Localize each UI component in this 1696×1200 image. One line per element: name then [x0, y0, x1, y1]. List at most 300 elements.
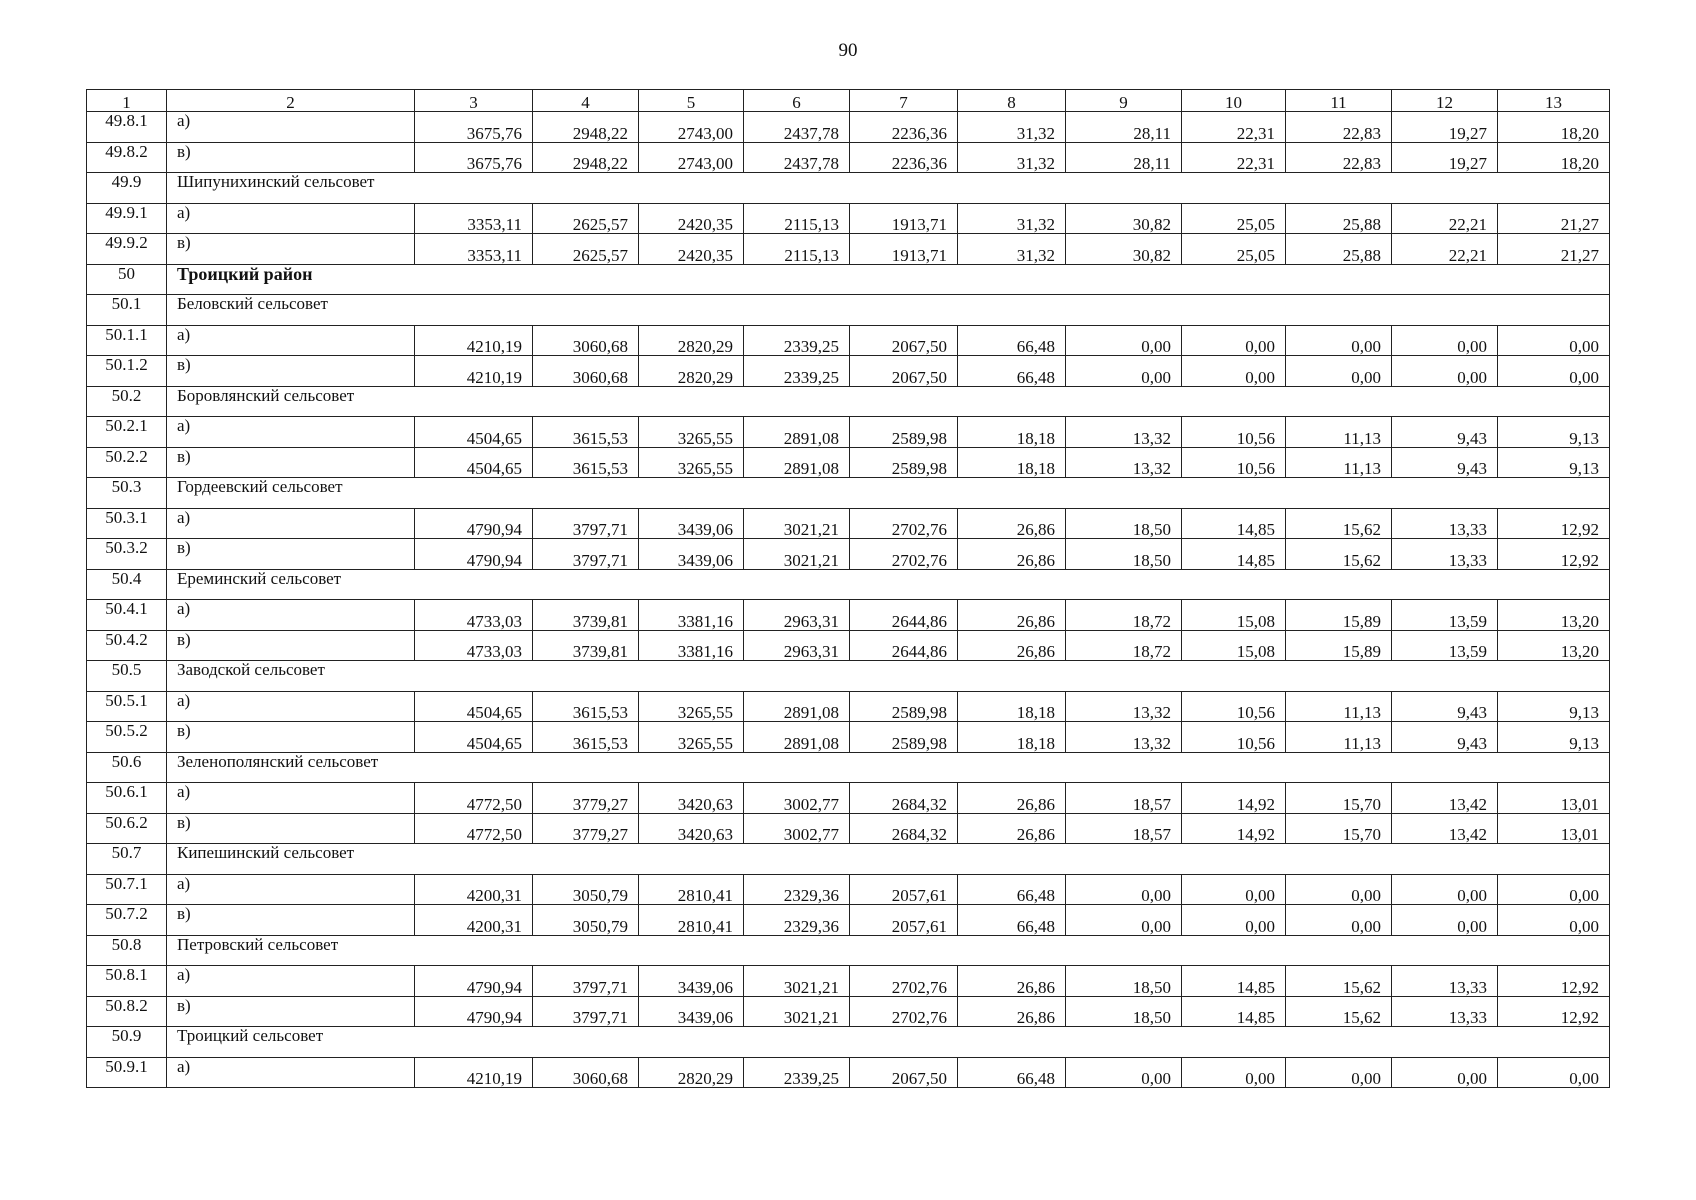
- table-row: [87, 112, 1610, 143]
- value-cell: 3439,06: [639, 508, 744, 539]
- row-label: в): [167, 234, 415, 265]
- value-cell: 2891,08: [744, 417, 850, 448]
- value-cell: 3779,27: [533, 783, 639, 814]
- value-cell: 22,21: [1392, 203, 1498, 234]
- value-cell: 0,00: [1182, 1057, 1286, 1088]
- column-header: 12: [1392, 90, 1498, 112]
- row-label: в): [167, 813, 415, 844]
- value-cell: 2236,36: [850, 142, 958, 173]
- row-label: а): [167, 600, 415, 631]
- section-row: [87, 386, 1610, 417]
- column-header: 7: [850, 90, 958, 112]
- value-cell: 0,00: [1498, 1057, 1610, 1088]
- value-cell: 3439,06: [639, 539, 744, 570]
- value-cell: 13,32: [1066, 722, 1182, 753]
- value-cell: 4733,03: [415, 630, 533, 661]
- value-cell: 22,21: [1392, 234, 1498, 265]
- table-row: [87, 417, 1610, 448]
- row-label: а): [167, 203, 415, 234]
- value-cell: 3353,11: [415, 203, 533, 234]
- value-cell: 0,00: [1066, 325, 1182, 356]
- table-row: [87, 508, 1610, 539]
- value-cell: 0,00: [1182, 356, 1286, 387]
- value-cell: 31,32: [958, 112, 1066, 143]
- value-cell: 4733,03: [415, 600, 533, 631]
- column-header: 11: [1286, 90, 1392, 112]
- row-code: 50.9.1: [87, 1057, 167, 1088]
- value-cell: 2625,57: [533, 203, 639, 234]
- value-cell: 3420,63: [639, 813, 744, 844]
- value-cell: 4504,65: [415, 722, 533, 753]
- value-cell: 3675,76: [415, 142, 533, 173]
- value-cell: 15,62: [1286, 508, 1392, 539]
- value-cell: 15,08: [1182, 600, 1286, 631]
- row-label: в): [167, 356, 415, 387]
- value-cell: 66,48: [958, 905, 1066, 936]
- table-row: [87, 722, 1610, 753]
- value-cell: 3675,76: [415, 112, 533, 143]
- value-cell: 3353,11: [415, 234, 533, 265]
- table-row: [87, 539, 1610, 570]
- value-cell: 10,56: [1182, 447, 1286, 478]
- value-cell: 4772,50: [415, 813, 533, 844]
- value-cell: 25,88: [1286, 234, 1392, 265]
- table-row: [87, 905, 1610, 936]
- value-cell: 3381,16: [639, 630, 744, 661]
- value-cell: 2067,50: [850, 356, 958, 387]
- row-code: 50.6.2: [87, 813, 167, 844]
- row-code: 50.4: [87, 569, 167, 600]
- row-code: 50.8.2: [87, 996, 167, 1027]
- value-cell: 26,86: [958, 813, 1066, 844]
- value-cell: 3265,55: [639, 691, 744, 722]
- value-cell: 14,92: [1182, 813, 1286, 844]
- row-code: 50.1.1: [87, 325, 167, 356]
- value-cell: 3439,06: [639, 996, 744, 1027]
- value-cell: 2115,13: [744, 234, 850, 265]
- table-row: [87, 325, 1610, 356]
- row-code: 50.2.1: [87, 417, 167, 448]
- value-cell: 2339,25: [744, 356, 850, 387]
- table-body: [87, 90, 1610, 1088]
- value-cell: 1913,71: [850, 234, 958, 265]
- value-cell: 18,50: [1066, 996, 1182, 1027]
- value-cell: 2589,98: [850, 691, 958, 722]
- row-code: 50.7.2: [87, 905, 167, 936]
- value-cell: 18,18: [958, 447, 1066, 478]
- value-cell: 3739,81: [533, 600, 639, 631]
- value-cell: 15,08: [1182, 630, 1286, 661]
- value-cell: 13,32: [1066, 417, 1182, 448]
- section-row: [87, 173, 1610, 204]
- value-cell: 0,00: [1498, 874, 1610, 905]
- value-cell: 2437,78: [744, 112, 850, 143]
- value-cell: 3265,55: [639, 417, 744, 448]
- value-cell: 2329,36: [744, 905, 850, 936]
- value-cell: 18,20: [1498, 142, 1610, 173]
- row-code: 50.7: [87, 844, 167, 875]
- section-row: [87, 661, 1610, 692]
- section-title: Ереминский сельсовет: [167, 569, 1610, 600]
- value-cell: 66,48: [958, 325, 1066, 356]
- table-row: [87, 783, 1610, 814]
- row-code: 50.8.1: [87, 966, 167, 997]
- section-row: [87, 478, 1610, 509]
- section-row: [87, 752, 1610, 783]
- value-cell: 18,18: [958, 722, 1066, 753]
- value-cell: 3002,77: [744, 813, 850, 844]
- value-cell: 13,32: [1066, 447, 1182, 478]
- row-code: 49.9: [87, 173, 167, 204]
- section-title: Беловский сельсовет: [167, 295, 1610, 326]
- table-row: [87, 1057, 1610, 1088]
- value-cell: 26,86: [958, 600, 1066, 631]
- value-cell: 9,43: [1392, 447, 1498, 478]
- value-cell: 2339,25: [744, 1057, 850, 1088]
- value-cell: 2329,36: [744, 874, 850, 905]
- column-header: 8: [958, 90, 1066, 112]
- value-cell: 13,59: [1392, 630, 1498, 661]
- value-cell: 2948,22: [533, 142, 639, 173]
- value-cell: 9,13: [1498, 447, 1610, 478]
- value-cell: 25,05: [1182, 203, 1286, 234]
- value-cell: 4210,19: [415, 1057, 533, 1088]
- row-label: в): [167, 996, 415, 1027]
- value-cell: 2644,86: [850, 600, 958, 631]
- table-row: [87, 356, 1610, 387]
- section-title: Шипунихинский сельсовет: [167, 173, 1610, 204]
- value-cell: 22,31: [1182, 112, 1286, 143]
- value-cell: 3060,68: [533, 325, 639, 356]
- value-cell: 26,86: [958, 966, 1066, 997]
- value-cell: 31,32: [958, 234, 1066, 265]
- value-cell: 2057,61: [850, 905, 958, 936]
- row-label: а): [167, 1057, 415, 1088]
- value-cell: 3381,16: [639, 600, 744, 631]
- value-cell: 0,00: [1066, 356, 1182, 387]
- column-header: 9: [1066, 90, 1182, 112]
- value-cell: 28,11: [1066, 112, 1182, 143]
- table-row: [87, 996, 1610, 1027]
- row-code: 50.8: [87, 935, 167, 966]
- value-cell: 3615,53: [533, 417, 639, 448]
- value-cell: 0,00: [1182, 874, 1286, 905]
- value-cell: 66,48: [958, 1057, 1066, 1088]
- value-cell: 3265,55: [639, 722, 744, 753]
- table-row: [87, 142, 1610, 173]
- value-cell: 22,83: [1286, 142, 1392, 173]
- table-row: [87, 600, 1610, 631]
- column-header: 6: [744, 90, 850, 112]
- value-cell: 2948,22: [533, 112, 639, 143]
- value-cell: 3797,71: [533, 539, 639, 570]
- value-cell: 4790,94: [415, 966, 533, 997]
- value-cell: 9,43: [1392, 417, 1498, 448]
- value-cell: 2684,32: [850, 813, 958, 844]
- value-cell: 11,13: [1286, 417, 1392, 448]
- column-header: 5: [639, 90, 744, 112]
- column-header: 1: [87, 90, 167, 112]
- value-cell: 3797,71: [533, 966, 639, 997]
- value-cell: 2963,31: [744, 600, 850, 631]
- row-code: 50.4.2: [87, 630, 167, 661]
- row-label: а): [167, 874, 415, 905]
- value-cell: 26,86: [958, 630, 1066, 661]
- row-code: 49.9.2: [87, 234, 167, 265]
- value-cell: 3779,27: [533, 813, 639, 844]
- value-cell: 3615,53: [533, 722, 639, 753]
- value-cell: 13,42: [1392, 783, 1498, 814]
- table-row: [87, 203, 1610, 234]
- value-cell: 13,01: [1498, 813, 1610, 844]
- value-cell: 10,56: [1182, 722, 1286, 753]
- value-cell: 2702,76: [850, 966, 958, 997]
- column-header: 2: [167, 90, 415, 112]
- row-code: 49.8.1: [87, 112, 167, 143]
- value-cell: 26,86: [958, 508, 1066, 539]
- value-cell: 4504,65: [415, 691, 533, 722]
- value-cell: 0,00: [1066, 1057, 1182, 1088]
- row-code: 50.5.1: [87, 691, 167, 722]
- row-label: в): [167, 447, 415, 478]
- section-row: [87, 264, 1610, 295]
- value-cell: 4504,65: [415, 447, 533, 478]
- section-title: Гордеевский сельсовет: [167, 478, 1610, 509]
- value-cell: 9,13: [1498, 722, 1610, 753]
- column-header-row: [87, 90, 1610, 112]
- value-cell: 3060,68: [533, 356, 639, 387]
- value-cell: 2891,08: [744, 722, 850, 753]
- table-row: [87, 966, 1610, 997]
- section-title: Зеленополянский сельсовет: [167, 752, 1610, 783]
- row-code: 50.1: [87, 295, 167, 326]
- value-cell: 14,85: [1182, 539, 1286, 570]
- value-cell: 0,00: [1392, 874, 1498, 905]
- value-cell: 3420,63: [639, 783, 744, 814]
- value-cell: 3021,21: [744, 539, 850, 570]
- section-row: [87, 569, 1610, 600]
- value-cell: 15,62: [1286, 996, 1392, 1027]
- value-cell: 4790,94: [415, 508, 533, 539]
- column-header: 4: [533, 90, 639, 112]
- value-cell: 13,42: [1392, 813, 1498, 844]
- row-code: 50.6.1: [87, 783, 167, 814]
- row-code: 50.5.2: [87, 722, 167, 753]
- value-cell: 3739,81: [533, 630, 639, 661]
- value-cell: 11,13: [1286, 722, 1392, 753]
- value-cell: 9,43: [1392, 722, 1498, 753]
- value-cell: 2820,29: [639, 356, 744, 387]
- column-header: 3: [415, 90, 533, 112]
- value-cell: 4504,65: [415, 417, 533, 448]
- section-row: [87, 935, 1610, 966]
- value-cell: 3021,21: [744, 966, 850, 997]
- value-cell: 9,13: [1498, 691, 1610, 722]
- value-cell: 19,27: [1392, 142, 1498, 173]
- value-cell: 3021,21: [744, 508, 850, 539]
- value-cell: 2743,00: [639, 112, 744, 143]
- value-cell: 2743,00: [639, 142, 744, 173]
- row-code: 50.3: [87, 478, 167, 509]
- value-cell: 14,85: [1182, 996, 1286, 1027]
- value-cell: 2702,76: [850, 539, 958, 570]
- table-row: [87, 234, 1610, 265]
- value-cell: 2589,98: [850, 417, 958, 448]
- value-cell: 3060,68: [533, 1057, 639, 1088]
- value-cell: 0,00: [1066, 905, 1182, 936]
- value-cell: 0,00: [1498, 325, 1610, 356]
- value-cell: 12,92: [1498, 539, 1610, 570]
- table-row: [87, 874, 1610, 905]
- value-cell: 0,00: [1392, 325, 1498, 356]
- value-cell: 15,89: [1286, 600, 1392, 631]
- value-cell: 18,18: [958, 691, 1066, 722]
- value-cell: 15,62: [1286, 966, 1392, 997]
- value-cell: 66,48: [958, 874, 1066, 905]
- value-cell: 21,27: [1498, 203, 1610, 234]
- row-code: 50.9: [87, 1027, 167, 1058]
- row-label: а): [167, 783, 415, 814]
- value-cell: 30,82: [1066, 203, 1182, 234]
- value-cell: 10,56: [1182, 417, 1286, 448]
- value-cell: 2810,41: [639, 874, 744, 905]
- value-cell: 2067,50: [850, 325, 958, 356]
- table-row: [87, 630, 1610, 661]
- section-title: Заводской сельсовет: [167, 661, 1610, 692]
- value-cell: 10,56: [1182, 691, 1286, 722]
- value-cell: 21,27: [1498, 234, 1610, 265]
- value-cell: 26,86: [958, 996, 1066, 1027]
- value-cell: 3050,79: [533, 874, 639, 905]
- value-cell: 4200,31: [415, 874, 533, 905]
- value-cell: 18,50: [1066, 539, 1182, 570]
- row-code: 50: [87, 264, 167, 295]
- value-cell: 31,32: [958, 142, 1066, 173]
- value-cell: 4210,19: [415, 325, 533, 356]
- value-cell: 13,01: [1498, 783, 1610, 814]
- value-cell: 18,20: [1498, 112, 1610, 143]
- value-cell: 3265,55: [639, 447, 744, 478]
- section-row: [87, 1027, 1610, 1058]
- value-cell: 13,20: [1498, 600, 1610, 631]
- value-cell: 18,57: [1066, 783, 1182, 814]
- value-cell: 0,00: [1392, 1057, 1498, 1088]
- value-cell: 13,33: [1392, 539, 1498, 570]
- value-cell: 3615,53: [533, 691, 639, 722]
- value-cell: 18,50: [1066, 508, 1182, 539]
- row-code: 50.4.1: [87, 600, 167, 631]
- value-cell: 15,89: [1286, 630, 1392, 661]
- row-label: в): [167, 630, 415, 661]
- row-label: а): [167, 325, 415, 356]
- value-cell: 0,00: [1286, 356, 1392, 387]
- value-cell: 2437,78: [744, 142, 850, 173]
- value-cell: 0,00: [1286, 325, 1392, 356]
- value-cell: 4772,50: [415, 783, 533, 814]
- value-cell: 0,00: [1286, 874, 1392, 905]
- section-title: Боровлянский сельсовет: [167, 386, 1610, 417]
- section-row: [87, 844, 1610, 875]
- value-cell: 0,00: [1498, 356, 1610, 387]
- value-cell: 28,11: [1066, 142, 1182, 173]
- value-cell: 2589,98: [850, 722, 958, 753]
- value-cell: 19,27: [1392, 112, 1498, 143]
- row-code: 50.3.1: [87, 508, 167, 539]
- value-cell: 3615,53: [533, 447, 639, 478]
- value-cell: 2067,50: [850, 1057, 958, 1088]
- row-code: 49.8.2: [87, 142, 167, 173]
- value-cell: 4790,94: [415, 539, 533, 570]
- value-cell: 18,18: [958, 417, 1066, 448]
- value-cell: 2339,25: [744, 325, 850, 356]
- row-label: а): [167, 691, 415, 722]
- page-number: 90: [838, 40, 858, 61]
- row-label: в): [167, 905, 415, 936]
- value-cell: 0,00: [1066, 874, 1182, 905]
- value-cell: 26,86: [958, 539, 1066, 570]
- value-cell: 0,00: [1286, 1057, 1392, 1088]
- value-cell: 2420,35: [639, 203, 744, 234]
- district-title: Троицкий район: [167, 264, 1610, 295]
- value-cell: 12,92: [1498, 966, 1610, 997]
- row-label: в): [167, 722, 415, 753]
- row-code: 49.9.1: [87, 203, 167, 234]
- table-row: [87, 447, 1610, 478]
- value-cell: 2625,57: [533, 234, 639, 265]
- column-header: 10: [1182, 90, 1286, 112]
- row-code: 50.2.2: [87, 447, 167, 478]
- value-cell: 2891,08: [744, 447, 850, 478]
- value-cell: 31,32: [958, 203, 1066, 234]
- value-cell: 0,00: [1182, 905, 1286, 936]
- value-cell: 18,72: [1066, 600, 1182, 631]
- value-cell: 30,82: [1066, 234, 1182, 265]
- value-cell: 3002,77: [744, 783, 850, 814]
- value-cell: 13,33: [1392, 508, 1498, 539]
- value-cell: 25,88: [1286, 203, 1392, 234]
- table-row: [87, 691, 1610, 722]
- value-cell: 2963,31: [744, 630, 850, 661]
- value-cell: 2891,08: [744, 691, 850, 722]
- value-cell: 18,72: [1066, 630, 1182, 661]
- value-cell: 14,92: [1182, 783, 1286, 814]
- value-cell: 2702,76: [850, 996, 958, 1027]
- row-code: 50.3.2: [87, 539, 167, 570]
- row-code: 50.5: [87, 661, 167, 692]
- value-cell: 2820,29: [639, 1057, 744, 1088]
- value-cell: 13,59: [1392, 600, 1498, 631]
- value-cell: 15,70: [1286, 783, 1392, 814]
- value-cell: 4210,19: [415, 356, 533, 387]
- row-code: 50.2: [87, 386, 167, 417]
- row-label: а): [167, 508, 415, 539]
- value-cell: 2810,41: [639, 905, 744, 936]
- row-label: в): [167, 539, 415, 570]
- value-cell: 2702,76: [850, 508, 958, 539]
- value-cell: 15,70: [1286, 813, 1392, 844]
- value-cell: 9,43: [1392, 691, 1498, 722]
- value-cell: 12,92: [1498, 996, 1610, 1027]
- value-cell: 3797,71: [533, 996, 639, 1027]
- value-cell: 0,00: [1286, 905, 1392, 936]
- value-cell: 26,86: [958, 783, 1066, 814]
- value-cell: 2820,29: [639, 325, 744, 356]
- row-label: а): [167, 417, 415, 448]
- value-cell: 0,00: [1498, 905, 1610, 936]
- value-cell: 3439,06: [639, 966, 744, 997]
- value-cell: 25,05: [1182, 234, 1286, 265]
- value-cell: 3797,71: [533, 508, 639, 539]
